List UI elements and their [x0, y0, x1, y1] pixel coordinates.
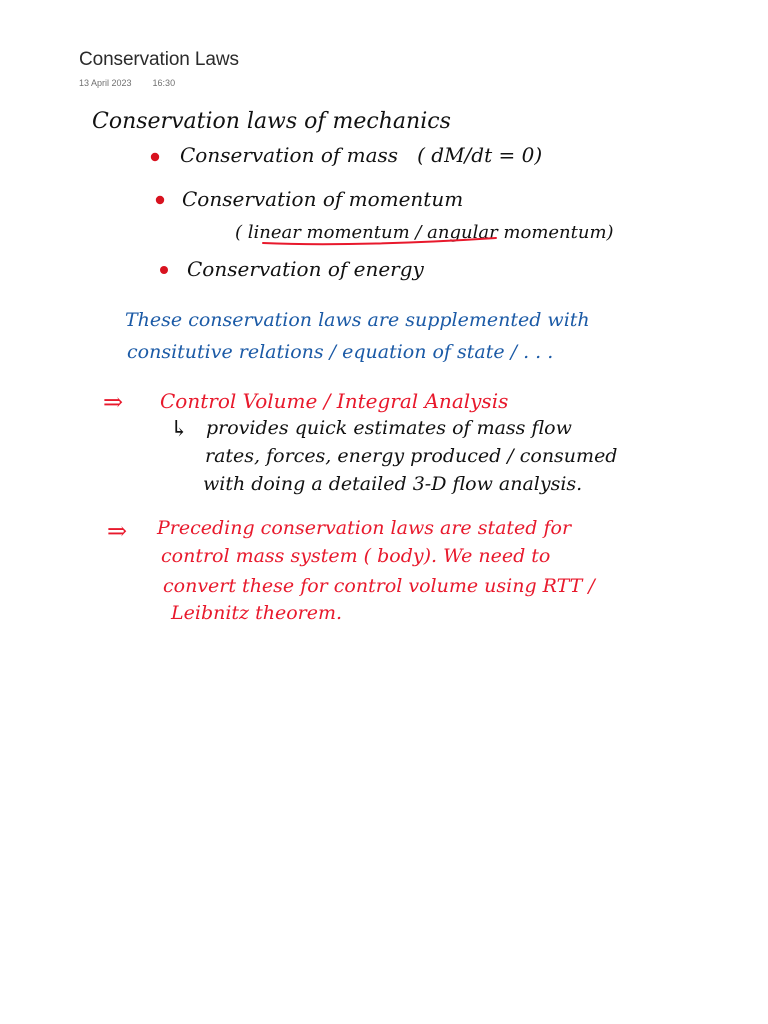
- page-title: Conservation Laws: [79, 49, 239, 70]
- bullet-dot-mass: [151, 153, 159, 161]
- implies-symbol-2: ⇒: [107, 517, 128, 545]
- bullet-momentum: Conservation of momentum: [182, 187, 464, 211]
- blue-note-line-1: These conservation laws are supplemented with: [125, 309, 590, 331]
- rtt-line-3: convert these for control volume using RTT /: [163, 575, 595, 597]
- notes-heading: Conservation laws of mechanics: [92, 109, 451, 134]
- cv-line-2: rates, forces, energy produced / consumed: [205, 445, 618, 467]
- momentum-detail: ( linear momentum / angular momentum): [235, 222, 614, 243]
- page-time: 16:30: [152, 78, 176, 88]
- cv-line-3: with doing a detailed 3-D flow analysis.: [203, 473, 583, 495]
- blue-note-line-2: consitutive relations / equation of state / . . .: [127, 341, 554, 363]
- bullet-energy: Conservation of energy: [187, 257, 424, 281]
- page-date: 13 April 2023: [79, 78, 132, 88]
- bullet-mass: Conservation of mass ( dM/dt = 0): [180, 143, 543, 167]
- rtt-line-1: Preceding conservation laws are stated for: [157, 517, 572, 539]
- cv-line-1: provides quick estimates of mass flow: [206, 417, 572, 439]
- arrow-symbol: ↳: [170, 417, 189, 442]
- cv-heading: Control Volume / Integral Analysis: [160, 389, 509, 413]
- implies-symbol-1: ⇒: [103, 388, 124, 416]
- bullet-dot-energy: [160, 266, 168, 274]
- rtt-line-4: Leibnitz theorem.: [171, 602, 343, 624]
- bullet-dot-momentum: [156, 196, 164, 204]
- rtt-line-2: control mass system ( body). We need to: [161, 545, 551, 567]
